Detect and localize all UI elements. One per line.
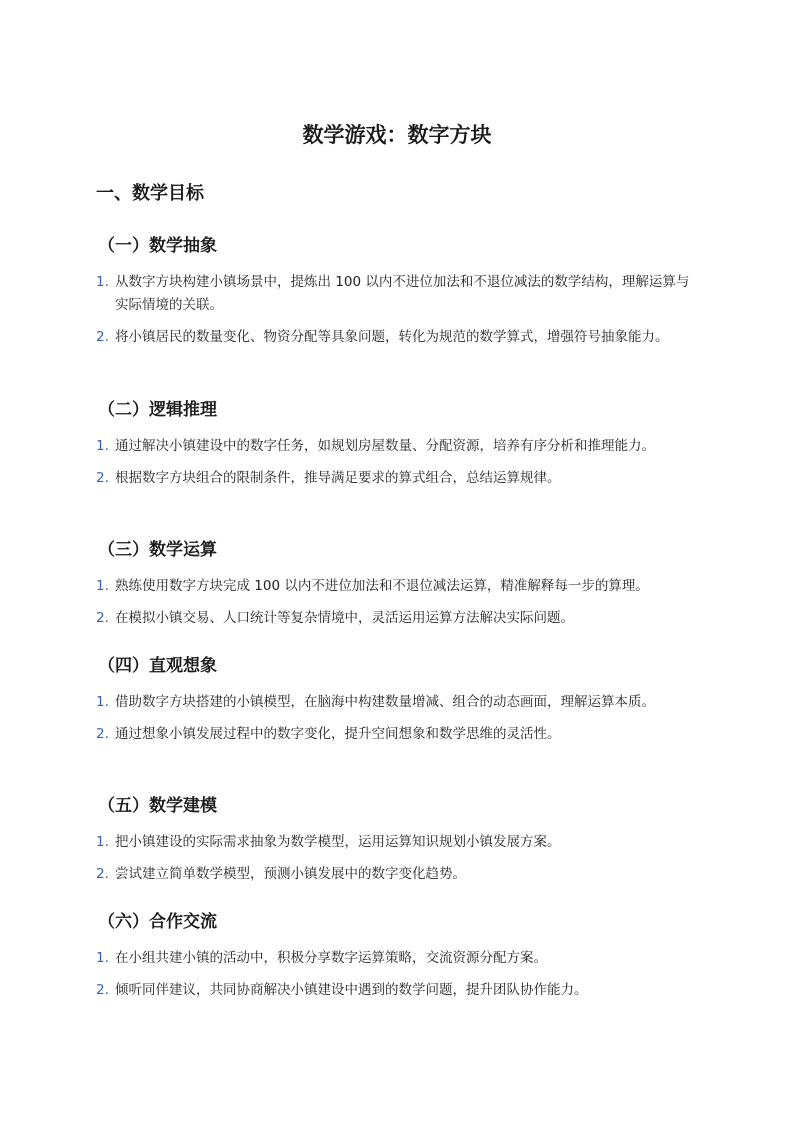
numbered-list bbox=[96, 947, 696, 1002]
subsection-reasoning bbox=[96, 397, 696, 499]
list-item bbox=[96, 271, 696, 317]
numbered-list bbox=[96, 271, 696, 349]
list-item bbox=[96, 691, 696, 714]
list-number: 2. bbox=[96, 866, 109, 882]
list-number: 2. bbox=[96, 610, 109, 626]
list-text: 借助数字方块搭建的小镇模型，在脑海中构建数量增减、组合的动态画面，理解运算本质。 bbox=[115, 694, 655, 710]
list-text: 在小组共建小镇的活动中，积极分享数字运算策略，交流资源分配方案。 bbox=[115, 950, 547, 966]
subsection-cooperation bbox=[96, 909, 696, 1011]
subsection-abstraction bbox=[96, 233, 696, 358]
list-item bbox=[96, 979, 696, 1002]
list-item bbox=[96, 575, 696, 598]
numbered-list bbox=[96, 831, 696, 886]
subsection-imagination bbox=[96, 653, 696, 755]
list-number: 2. bbox=[96, 329, 109, 345]
list-text: 根据数字方块组合的限制条件，推导满足要求的算式组合，总结运算规律。 bbox=[115, 470, 561, 486]
subsection-heading: （五）数学建模 bbox=[98, 796, 217, 816]
subsection-heading: （四）直观想象 bbox=[98, 656, 217, 676]
list-text: 尝试建立简单数学模型，预测小镇发展中的数字变化趋势。 bbox=[115, 866, 466, 882]
numbered-list bbox=[96, 435, 696, 490]
list-text: 通过想象小镇发展过程中的数字变化，提升空间想象和数学思维的灵活性。 bbox=[115, 726, 561, 742]
list-item bbox=[96, 467, 696, 490]
list-item bbox=[96, 723, 696, 746]
list-number: 1. bbox=[96, 438, 109, 454]
list-text: 倾听同伴建议，共同协商解决小镇建设中遇到的数学问题，提升团队协作能力。 bbox=[115, 982, 588, 998]
list-number: 2. bbox=[96, 982, 109, 998]
list-number: 2. bbox=[96, 470, 109, 486]
subsection-modeling bbox=[96, 793, 696, 895]
list-number: 1. bbox=[96, 694, 109, 710]
list-text: 通过解决小镇建设中的数字任务，如规划房屋数量、分配资源，培养有序分析和推理能力。 bbox=[115, 438, 655, 454]
list-text: 熟练使用数字方块完成 100 以内不进位加法和不退位减法运算，精准解释每一步的算理。 bbox=[115, 578, 649, 594]
list-number: 2. bbox=[96, 726, 109, 742]
list-item bbox=[96, 607, 696, 630]
subsection-heading: （一）数学抽象 bbox=[98, 236, 217, 256]
list-number: 1. bbox=[96, 274, 109, 290]
list-text: 把小镇建设的实际需求抽象为数学模型，运用运算知识规划小镇发展方案。 bbox=[115, 834, 561, 850]
list-item bbox=[96, 831, 696, 854]
list-item bbox=[96, 326, 696, 349]
list-number: 1. bbox=[96, 578, 109, 594]
subsection-heading: （三）数学运算 bbox=[98, 540, 217, 560]
list-text: 将小镇居民的数量变化、物资分配等具象问题，转化为规范的数学算式，增强符号抽象能力。 bbox=[115, 329, 669, 345]
list-text: 在模拟小镇交易、人口统计等复杂情境中，灵活运用运算方法解决实际问题。 bbox=[115, 610, 574, 626]
list-item bbox=[96, 947, 696, 970]
subsection-heading: （六）合作交流 bbox=[98, 912, 217, 932]
list-number: 1. bbox=[96, 950, 109, 966]
list-number: 1. bbox=[96, 834, 109, 850]
section-heading-goals: 一、数学目标 bbox=[96, 183, 204, 204]
numbered-list bbox=[96, 691, 696, 746]
subsection-calculation bbox=[96, 537, 696, 639]
list-text: 从数字方块构建小镇场景中，提炼出 100 以内不进位加法和不退位减法的数学结构，理解运算与实际情境的关联。 bbox=[115, 274, 690, 313]
list-item bbox=[96, 863, 696, 886]
numbered-list bbox=[96, 575, 696, 630]
list-item bbox=[96, 435, 696, 458]
subsection-heading: （二）逻辑推理 bbox=[98, 400, 217, 420]
document-title: 数学游戏：数字方块 bbox=[302, 123, 492, 147]
